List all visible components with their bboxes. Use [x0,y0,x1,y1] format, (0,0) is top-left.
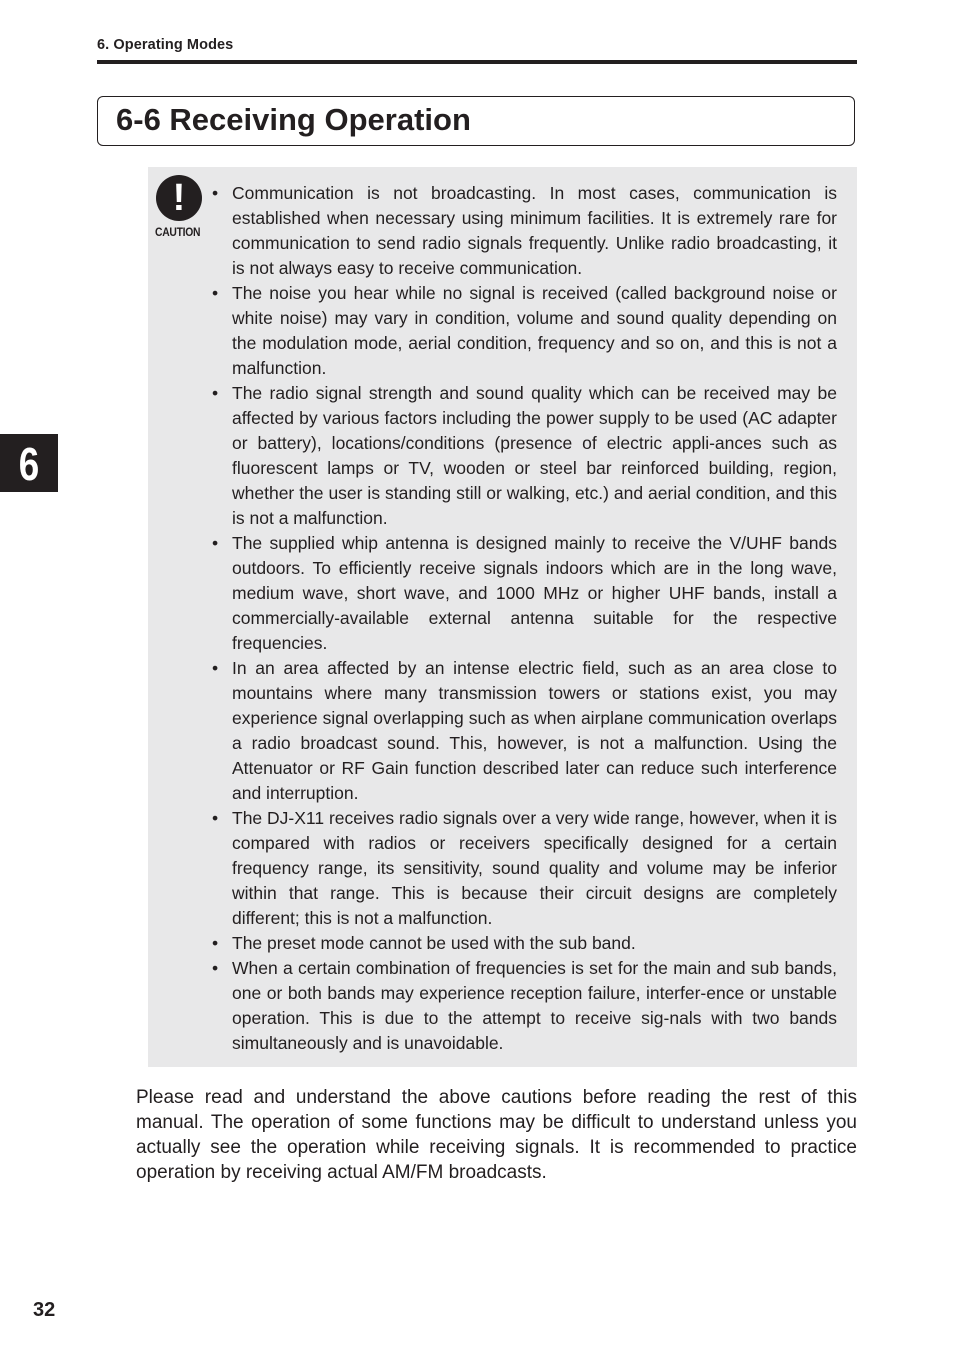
caution-item-text: The preset mode cannot be used with the sub band. [232,933,636,953]
section-title: 6-6 Receiving Operation [116,102,471,137]
chapter-tab [0,434,58,492]
caution-item-text: When a certain combination of frequencies is set for the main and sub bands, one or both bands may experience reception failure, interfer-ence or unstable operation. This is due to the attempt to receive sig-nals with two bands simultaneously and is unavoidable. [232,958,837,1053]
caution-label: CAUTION [155,227,201,239]
bullet-icon: • [212,283,219,303]
caution-item [212,381,837,531]
caution-item-text: In an area affected by an intense electric field, such as an area close to mountains where many transmission towers or stations exist, you may experience signal overlapping such as when airplane communication overlaps a radio broadcast sound. This, however, is not a malfunction. Using the Attenuator or RF Gain function described later can reduce such interference and interruption. [232,658,837,803]
bullet-icon: • [212,933,219,953]
caution-item-text: The DJ-X11 receives radio signals over a very wide range, however, when it is compared with radios or receivers specifically designed for a certain frequency range, its sensitivity, sound quality and volume may be inferior within that range. This is because their circuit designs are completely different; this is not a malfunction. [232,808,837,928]
bullet-icon: • [212,658,219,678]
bullet-icon: • [212,808,219,828]
caution-item [212,181,837,281]
caution-item [212,531,837,656]
bullet-icon: • [212,183,219,203]
bullet-icon: • [212,958,219,978]
caution-item [212,956,837,1056]
caution-exclamation-icon [155,175,205,245]
page-number: 32 [33,1299,56,1321]
chapter-tab-number: 6 [18,438,40,490]
caution-item-text: The noise you hear while no signal is received (called background noise or white noise) may vary in condition, volume and sound quality depending on the modulation mode, aerial condition, frequency and so on, and this is not a malfunction. [232,283,837,378]
running-header: 6. Operating Modes [97,37,234,53]
caution-item [212,281,837,381]
section-title-box [97,96,855,146]
header-rule [97,60,857,64]
exclamation-icon: ! [172,177,186,219]
caution-item [212,806,837,931]
caution-panel [148,167,857,1067]
caution-item [212,656,837,806]
caution-item-text: Communication is not broadcasting. In most cases, communication is established when necessary using minimum facilities. It is extremely rare for communication to send radio signals frequently. Unlike radio broadcasting, it is not always easy to receive communication. [232,183,837,278]
caution-item [212,931,837,956]
caution-item-text: The supplied whip antenna is designed mainly to receive the V/UHF bands outdoors. To efficiently receive signals indoors which are in the long wave, medium wave, short wave, and 1000 MHz or higher UHF bands, install a commercially-available external antenna suitable for the respective frequencies. [232,533,837,653]
caution-list [212,181,837,1056]
bullet-icon: • [212,533,219,553]
caution-circle [156,175,202,221]
body-paragraph: Please read and understand the above cautions before reading the rest of this manual. The operation of some functions may be difficult to understand unless you actually see the operation while receiving signals. It is recommended to practice operation by receiving actual AM/FM broadcasts. [136,1087,857,1183]
caution-item-text: The radio signal strength and sound quality which can be received may be affected by various factors including the power supply to be used (AC adapter or battery), locations/conditions (presence of electric appli-ances such as fluorescent lamps or TV, wooden or steel bar reinforced building, region, whether the user is standing still or walking, etc.) and aerial condition, and this is not a malfunction. [232,383,837,528]
bullet-icon: • [212,383,219,403]
